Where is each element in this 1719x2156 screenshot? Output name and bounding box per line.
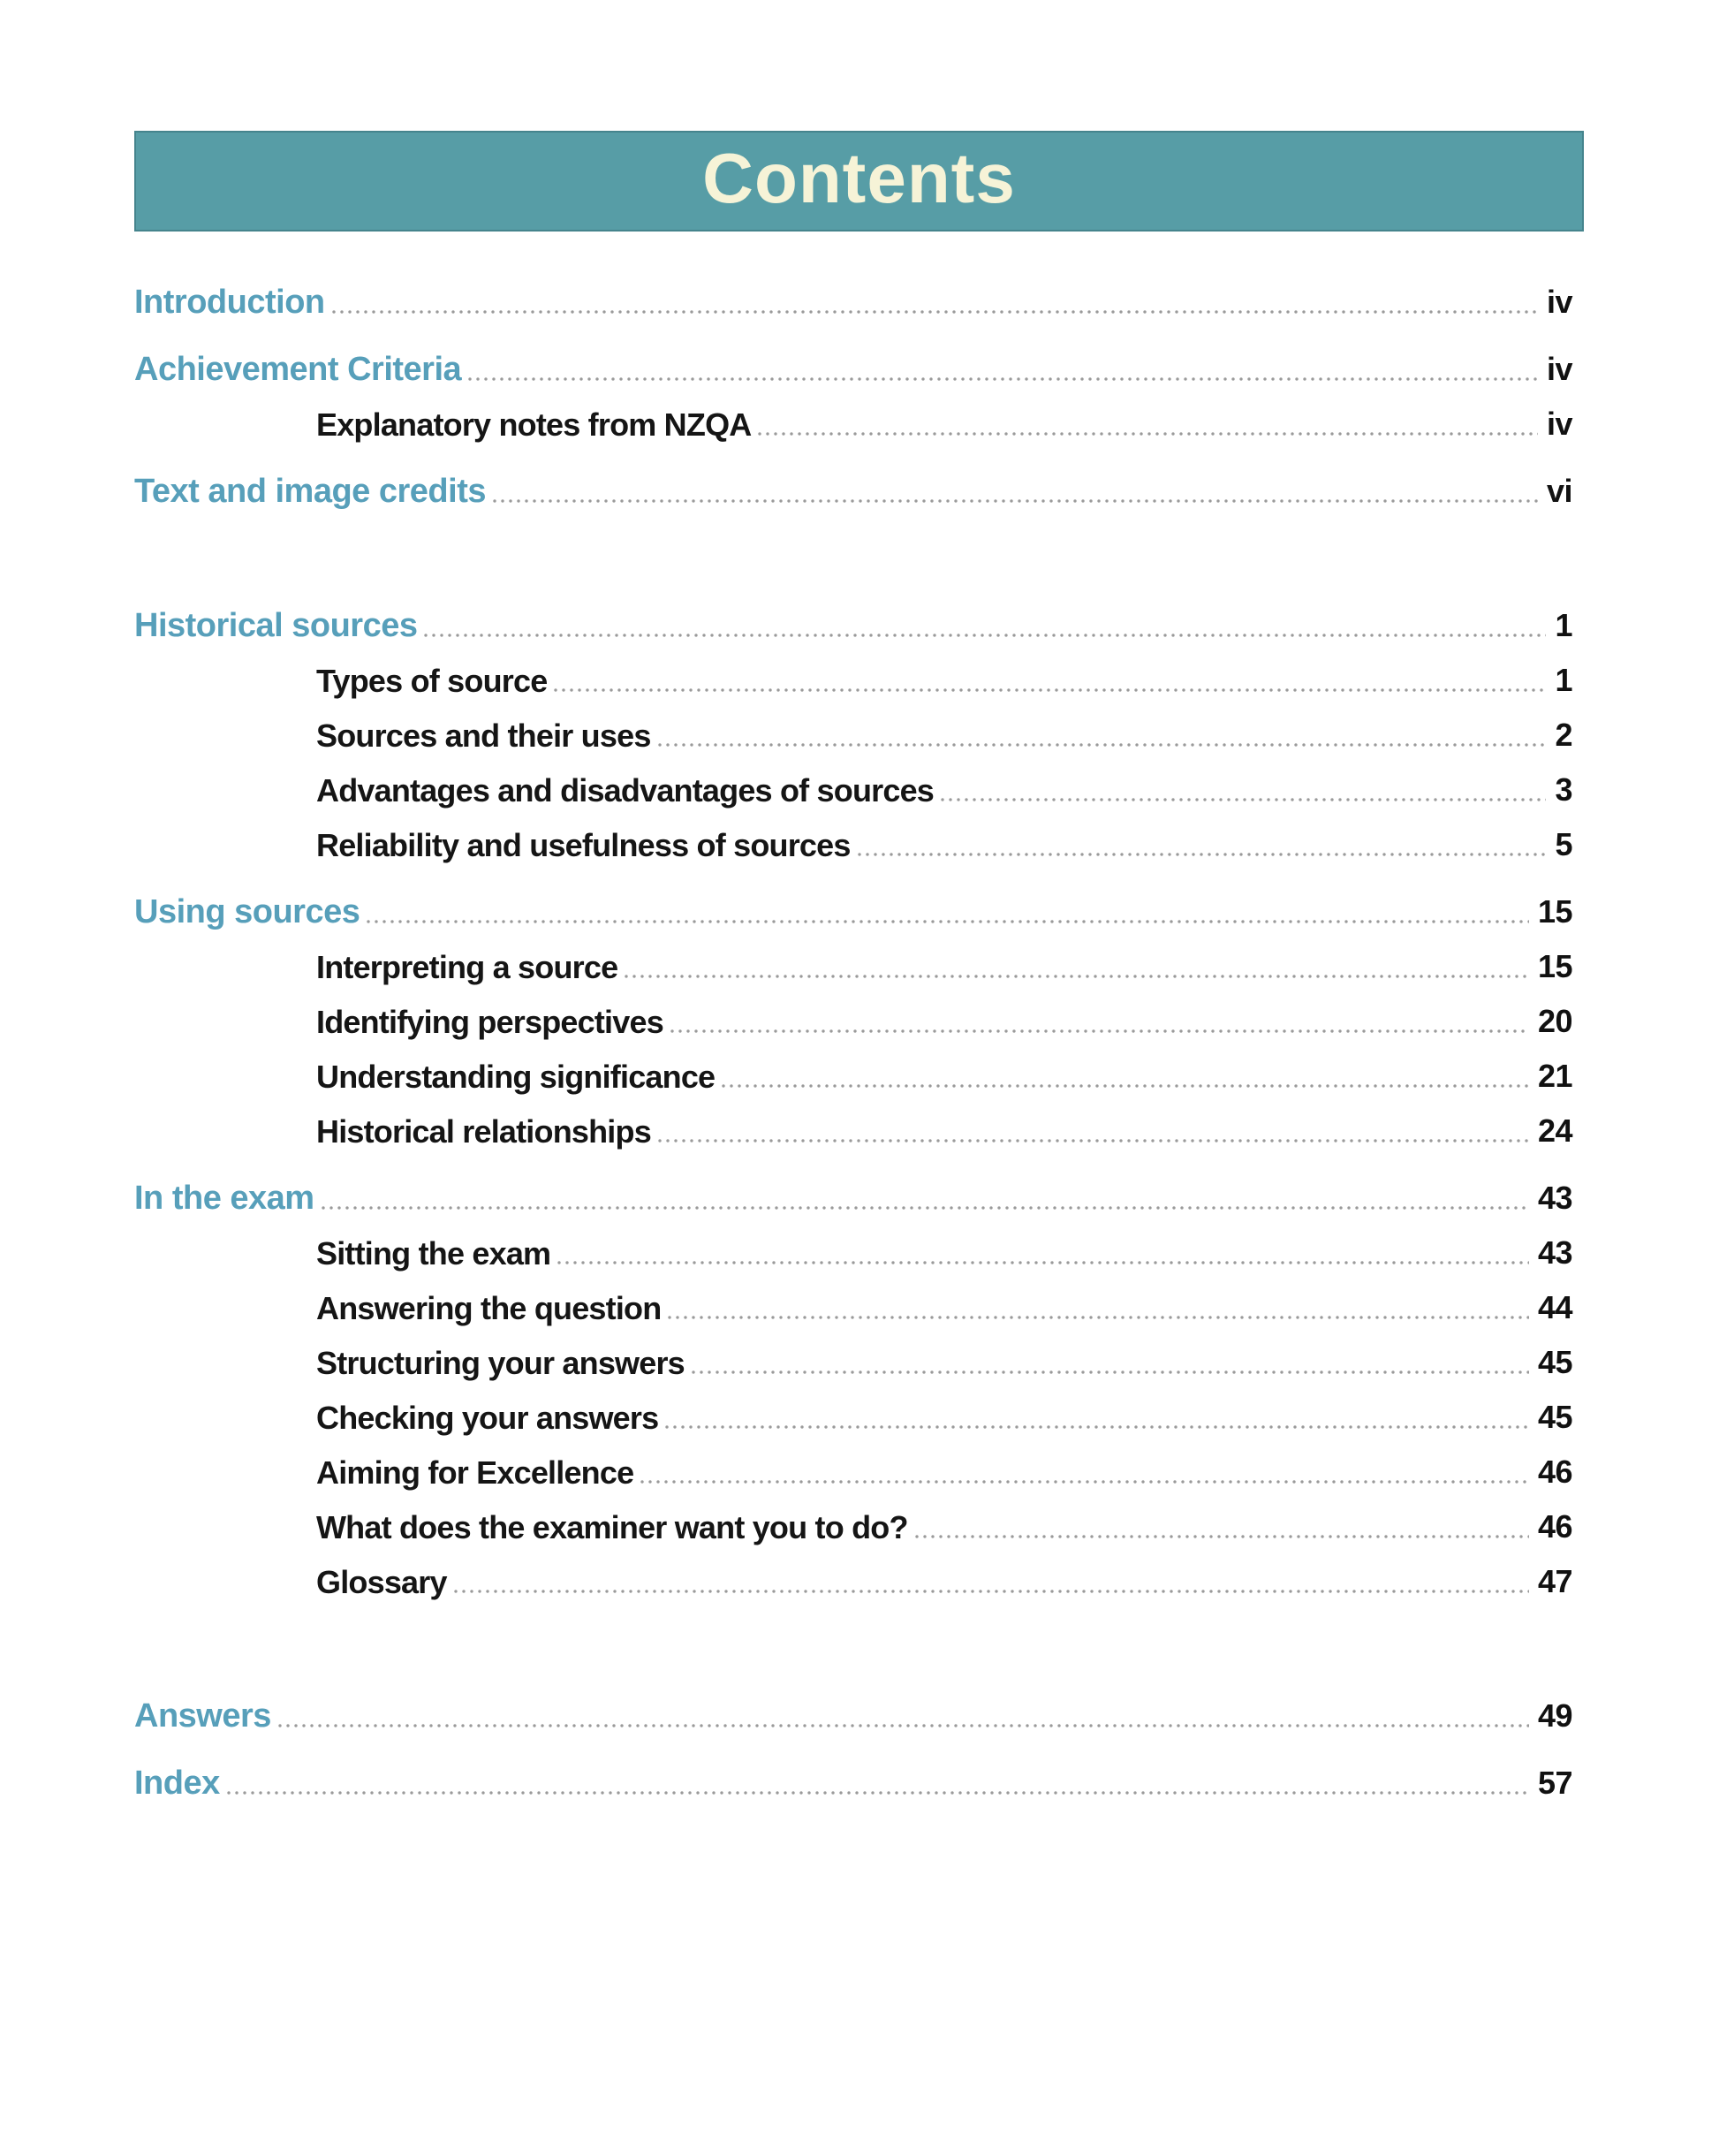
toc-page-number: 45	[1537, 1399, 1572, 1435]
toc-dotted-leader	[658, 743, 1547, 747]
toc-dotted-leader	[670, 1029, 1529, 1033]
toc-dotted-leader	[658, 1139, 1529, 1143]
toc-item-row	[134, 947, 1584, 986]
toc-item-row	[134, 1057, 1584, 1096]
toc-heading-row	[134, 1764, 1584, 1803]
toc-heading-label: Historical sources	[134, 607, 418, 644]
toc-page-number: 47	[1537, 1563, 1572, 1599]
toc-heading-row	[134, 283, 1584, 322]
toc-item-row	[134, 1453, 1584, 1492]
toc-dotted-leader	[557, 1261, 1529, 1264]
toc-page-number: 15	[1537, 893, 1572, 930]
toc-dotted-leader	[424, 634, 1546, 637]
toc-dotted-leader	[493, 499, 1538, 503]
toc-item-row	[134, 1234, 1584, 1272]
toc-item-row	[134, 1562, 1584, 1601]
contents-title-band	[134, 131, 1584, 232]
toc-page-number: 15	[1537, 948, 1572, 984]
toc-page-number: iv	[1546, 351, 1572, 387]
toc-item-label: Structuring your answers	[316, 1345, 685, 1381]
toc-item-label: Historical relationships	[316, 1113, 651, 1150]
toc-dotted-leader	[858, 853, 1547, 856]
toc-item-row	[134, 825, 1584, 864]
toc-dotted-leader	[915, 1535, 1529, 1538]
toc-dotted-leader	[640, 1480, 1529, 1484]
toc-dotted-leader	[332, 310, 1538, 314]
toc-item-label: Explanatory notes from NZQA	[316, 406, 752, 443]
toc-dotted-leader	[941, 798, 1546, 801]
toc-page-number: iv	[1546, 284, 1572, 320]
table-of-contents	[134, 283, 1584, 1803]
toc-item-label: What does the examiner want you to do?	[316, 1509, 908, 1545]
toc-item-row	[134, 716, 1584, 755]
toc-item-row	[134, 1002, 1584, 1041]
toc-heading-label: In the exam	[134, 1180, 314, 1217]
toc-heading-row	[134, 892, 1584, 931]
toc-item-row	[134, 1398, 1584, 1437]
toc-heading-row	[134, 606, 1584, 645]
toc-dotted-leader	[665, 1425, 1529, 1429]
toc-heading-label: Achievement Criteria	[134, 351, 462, 388]
toc-page-number: vi	[1546, 473, 1572, 509]
toc-dotted-leader	[625, 975, 1529, 978]
toc-page-number: 43	[1537, 1234, 1572, 1271]
toc-dotted-leader	[367, 920, 1529, 923]
toc-dotted-leader	[758, 432, 1537, 436]
toc-page-number: 1	[1555, 607, 1572, 643]
toc-page-number: 5	[1555, 826, 1572, 862]
toc-item-label: Answering the question	[316, 1290, 662, 1326]
toc-item-label: Reliability and usefulness of sources	[316, 827, 851, 863]
toc-item-row	[134, 771, 1584, 809]
toc-item-label: Advantages and disadvantages of sources	[316, 772, 935, 808]
toc-heading-row	[134, 1697, 1584, 1735]
toc-dotted-leader	[722, 1084, 1529, 1088]
toc-heading-label: Text and image credits	[134, 473, 486, 510]
contents-page	[0, 131, 1719, 2156]
toc-dotted-leader	[692, 1370, 1529, 1374]
toc-item-label: Identifying perspectives	[316, 1004, 663, 1040]
toc-item-label: Understanding significance	[316, 1059, 716, 1095]
toc-page-number: 24	[1537, 1112, 1572, 1149]
toc-dotted-leader	[454, 1590, 1529, 1593]
toc-item-label: Glossary	[316, 1564, 447, 1600]
page-title: Contents	[702, 139, 1016, 217]
toc-item-label: Interpreting a source	[316, 949, 618, 985]
toc-item-row	[134, 1343, 1584, 1382]
toc-page-number: 45	[1537, 1344, 1572, 1380]
toc-dotted-leader	[278, 1724, 1529, 1727]
toc-dotted-leader	[468, 377, 1538, 381]
toc-dotted-leader	[322, 1206, 1529, 1210]
toc-heading-row	[134, 1179, 1584, 1218]
toc-page-number: 57	[1537, 1765, 1572, 1801]
toc-item-label: Aiming for Excellence	[316, 1454, 634, 1491]
toc-page-number: 46	[1537, 1454, 1572, 1490]
toc-item-row	[134, 1112, 1584, 1150]
toc-heading-label: Answers	[134, 1697, 271, 1735]
toc-page-number: 1	[1555, 662, 1572, 698]
toc-page-number: 20	[1537, 1003, 1572, 1039]
toc-item-row	[134, 1288, 1584, 1327]
toc-heading-label: Introduction	[134, 284, 325, 321]
toc-item-label: Sitting the exam	[316, 1235, 551, 1272]
toc-page-number: 3	[1555, 771, 1572, 808]
toc-item-label: Sources and their uses	[316, 717, 651, 754]
toc-item-row	[134, 1507, 1584, 1546]
toc-heading-label: Index	[134, 1765, 220, 1802]
toc-page-number: 21	[1537, 1058, 1572, 1094]
toc-heading-row	[134, 350, 1584, 389]
toc-page-number: 2	[1555, 717, 1572, 753]
toc-item-label: Types of source	[316, 663, 548, 699]
toc-item-row	[134, 405, 1584, 444]
toc-page-number: 49	[1537, 1697, 1572, 1734]
toc-page-number: iv	[1546, 406, 1572, 442]
toc-dotted-leader	[668, 1316, 1529, 1319]
toc-heading-label: Using sources	[134, 893, 360, 930]
toc-page-number: 43	[1537, 1180, 1572, 1216]
toc-heading-row	[134, 472, 1584, 511]
toc-item-row	[134, 661, 1584, 700]
toc-page-number: 44	[1537, 1289, 1572, 1325]
toc-page-number: 46	[1537, 1508, 1572, 1545]
toc-dotted-leader	[554, 688, 1546, 692]
toc-dotted-leader	[227, 1791, 1529, 1795]
toc-item-label: Checking your answers	[316, 1400, 659, 1436]
